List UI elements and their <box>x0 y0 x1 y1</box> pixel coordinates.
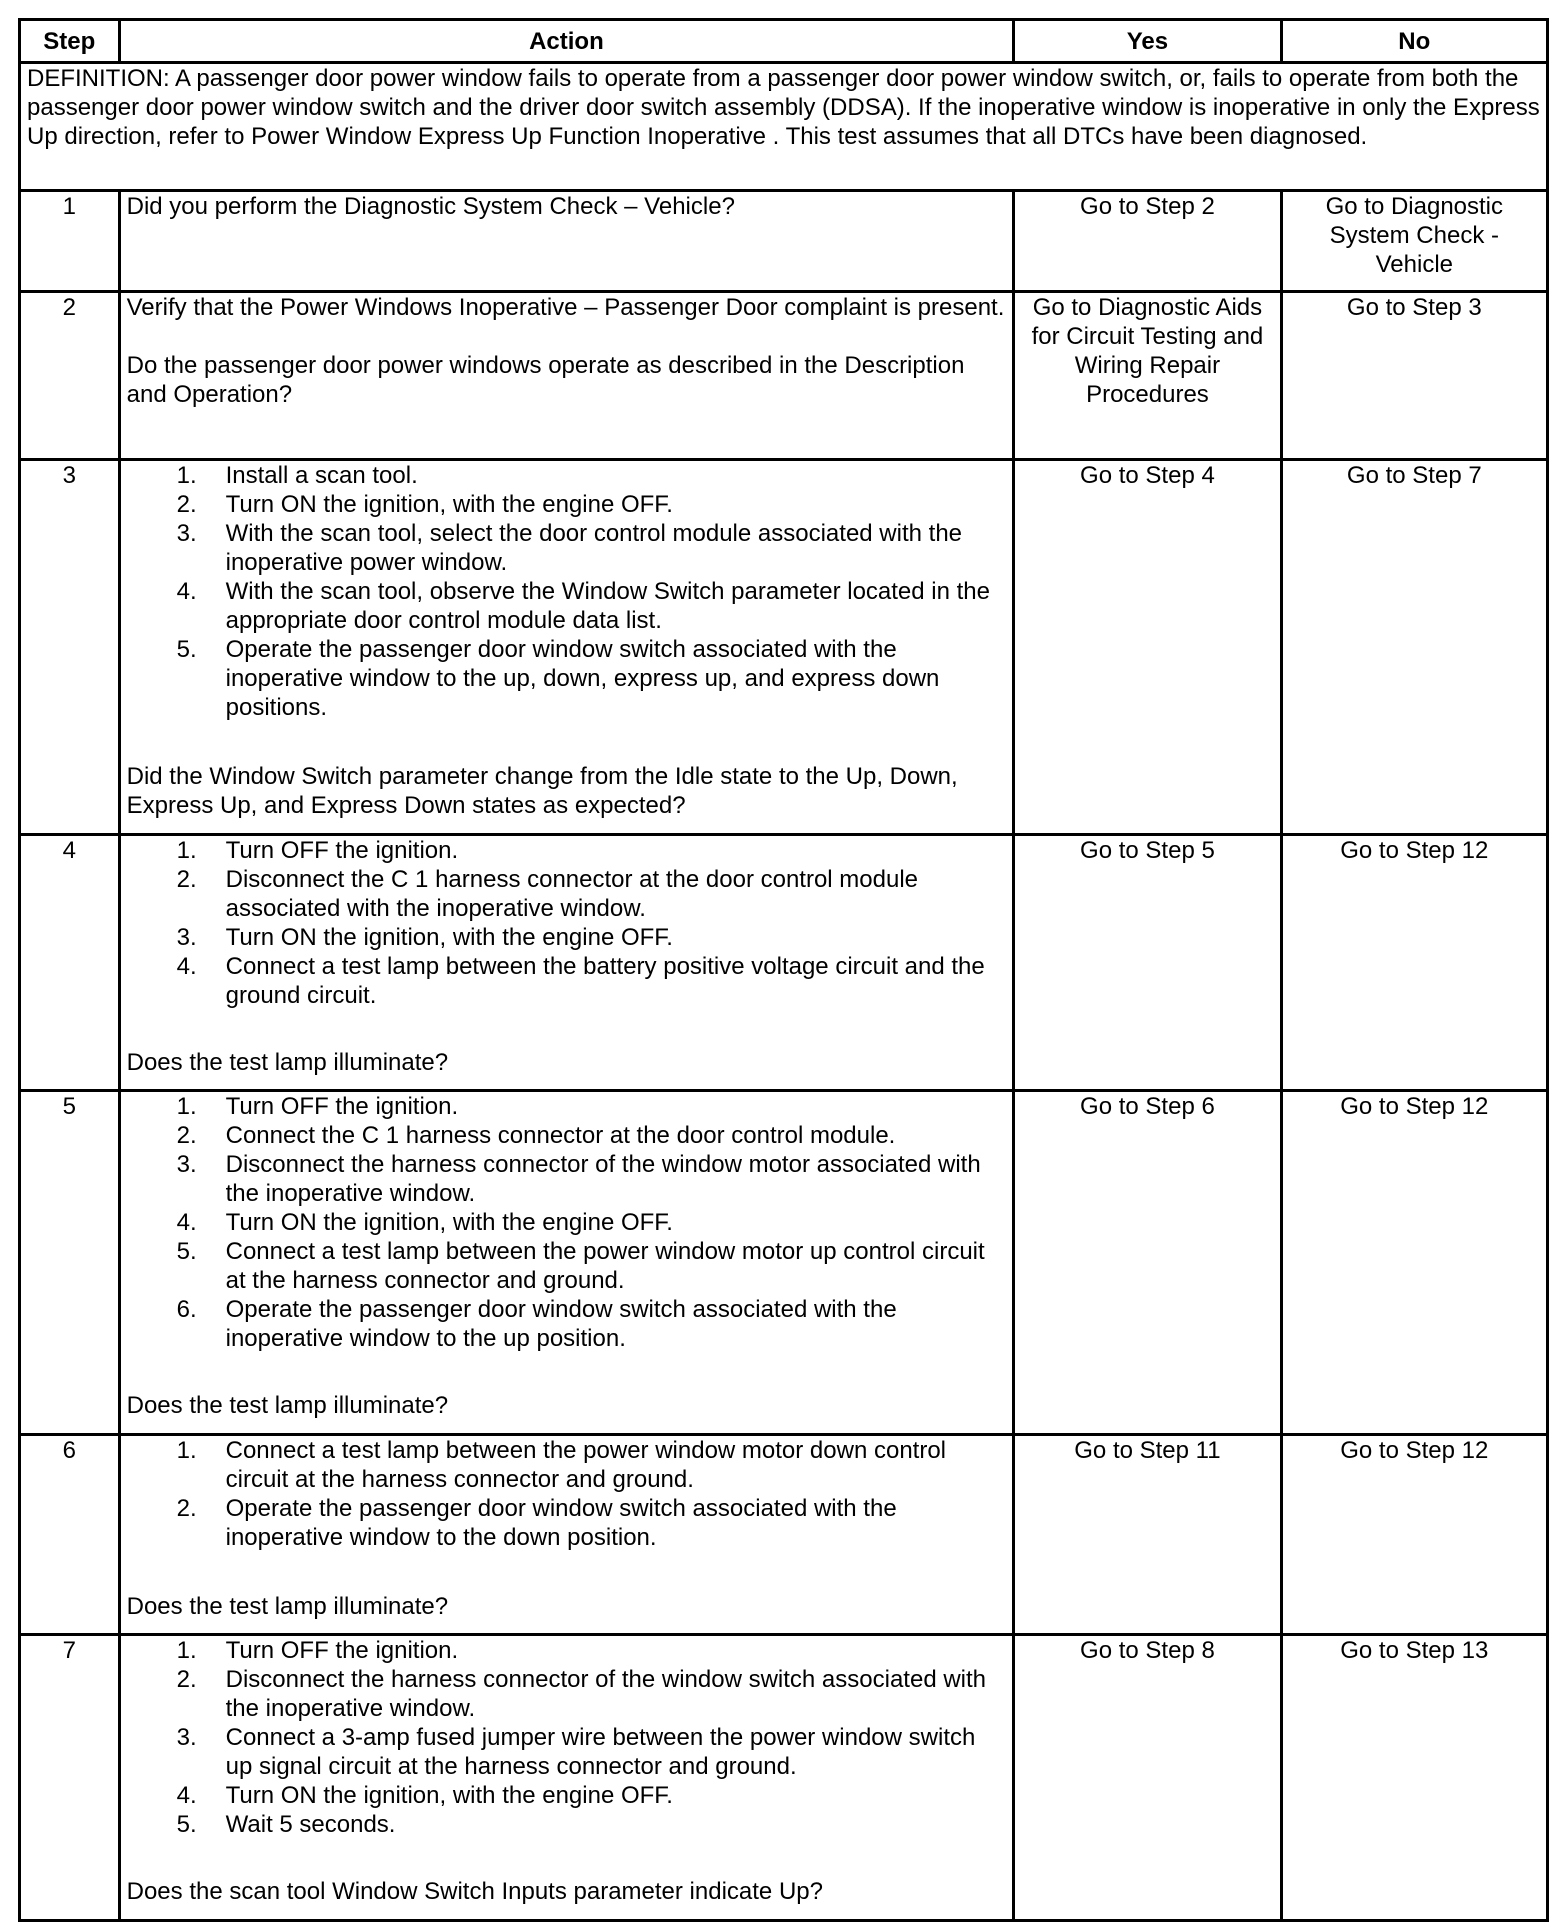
item-number: 2. <box>176 1665 197 1693</box>
item-number: 1. <box>176 1636 197 1664</box>
item-text: Turn ON the ignition, with the engine OFF. <box>225 1209 673 1237</box>
item-text: With the scan tool, select the door control module associated with the inoperative power window. <box>225 520 963 577</box>
item-number: 5. <box>176 1238 197 1266</box>
item-text: Disconnect the harness connector of the window switch associated with the inoperative window. <box>225 1665 987 1722</box>
list-item <box>127 1810 1007 1839</box>
definition-row <box>20 63 1548 191</box>
item-number: 1. <box>176 462 197 490</box>
item-text: Operate the passenger door window switch associated with the inoperative window to the up, down, express up, and express down positions. <box>225 636 940 722</box>
item-text: Turn ON the ignition, with the engine OFF. <box>225 1781 673 1809</box>
list-item <box>127 1781 1007 1810</box>
item-number: 3. <box>176 520 197 548</box>
item-number: 5. <box>176 1810 197 1838</box>
item-number: 6. <box>176 1296 197 1324</box>
list-item <box>127 1295 1007 1353</box>
action-cell <box>119 292 1014 460</box>
action-cell <box>119 1435 1014 1634</box>
item-text: Turn OFF the ignition. <box>225 836 459 864</box>
item-number: 3. <box>176 923 197 951</box>
action-question: Does the test lamp illuminate? <box>126 1392 449 1420</box>
item-number: 2. <box>176 1122 197 1150</box>
action-cell <box>119 191 1014 292</box>
no-cell: Go to Step 12 <box>1281 834 1547 1090</box>
item-text: Turn ON the ignition, with the engine OFF. <box>225 923 673 951</box>
list-item <box>127 1436 1007 1494</box>
action-question: Does the test lamp illuminate? <box>126 1048 449 1076</box>
step-number: 2 <box>20 292 120 460</box>
no-cell: Go to Step 7 <box>1281 460 1547 834</box>
definition-text: DEFINITION: A passenger door power window fails to operate from a passenger door power window switch, or, fails to operate from both the passenger door power window switch and the driver door switch assembly (DDSA). If the inoperative window is inoperative in only the Express Up direction, refer to Power Window Express Up Function Inoperative . This test assumes that all DTCs have been diagnosed. <box>20 63 1548 191</box>
table-row <box>20 1435 1548 1634</box>
action-steps <box>127 461 1007 722</box>
action-cell <box>119 1091 1014 1435</box>
list-item <box>127 1494 1007 1552</box>
item-number: 2. <box>176 1495 197 1523</box>
yes-cell: Go to Step 11 <box>1014 1435 1281 1634</box>
no-cell: Go to Step 3 <box>1281 292 1547 460</box>
table-row <box>20 292 1548 460</box>
item-number: 4. <box>176 1209 197 1237</box>
yes-cell: Go to Step 4 <box>1014 460 1281 834</box>
diagnostic-table <box>18 18 1549 1922</box>
action-question: Did you perform the Diagnostic System Check – Vehicle? <box>126 193 735 221</box>
yes-cell: Go to Step 8 <box>1014 1634 1281 1920</box>
action-question: Does the test lamp illuminate? <box>126 1593 449 1621</box>
step-number: 1 <box>20 191 120 292</box>
no-cell: Go to Step 12 <box>1281 1091 1547 1435</box>
action-cell <box>119 460 1014 834</box>
action-steps <box>127 1092 1007 1353</box>
item-text: Turn OFF the ignition. <box>225 1636 459 1664</box>
item-text: With the scan tool, observe the Window Switch parameter located in the appropriate door control module data list. <box>225 578 991 635</box>
item-number: 4. <box>176 578 197 606</box>
action-intro: Verify that the Power Windows Inoperative – Passenger Door complaint is present. <box>126 294 1005 322</box>
item-text: Connect a 3-amp fused jumper wire between the power window switch up signal circuit at the harness connector and ground. <box>225 1723 976 1780</box>
table-row <box>20 460 1548 834</box>
header-yes: Yes <box>1014 20 1281 63</box>
item-number: 1. <box>176 836 197 864</box>
list-item <box>127 635 1007 722</box>
list-item <box>127 577 1007 635</box>
action-question: Does the scan tool Window Switch Inputs parameter indicate Up? <box>126 1877 823 1905</box>
step-number: 4 <box>20 834 120 1090</box>
item-text: Turn OFF the ignition. <box>225 1093 459 1121</box>
item-text: Install a scan tool. <box>225 462 418 490</box>
list-item <box>127 952 1007 1010</box>
item-text: Connect a test lamp between the power window motor down control circuit at the harness connector and ground. <box>225 1437 947 1494</box>
item-text: Operate the passenger door window switch associated with the inoperative window to the up position. <box>225 1296 897 1353</box>
yes-cell: Go to Step 5 <box>1014 834 1281 1090</box>
list-item <box>127 1237 1007 1295</box>
yes-cell: Go to Step 6 <box>1014 1091 1281 1435</box>
item-number: 4. <box>176 952 197 980</box>
list-item <box>127 1208 1007 1237</box>
list-item <box>127 923 1007 952</box>
no-cell: Go to Diagnostic System Check - Vehicle <box>1281 191 1547 292</box>
header-action: Action <box>119 20 1014 63</box>
list-item <box>127 836 1007 865</box>
list-item <box>127 1150 1007 1208</box>
item-number: 1. <box>176 1093 197 1121</box>
table-row <box>20 191 1548 292</box>
list-item <box>127 461 1007 490</box>
item-text: Connect the C 1 harness connector at the door control module. <box>225 1122 896 1150</box>
action-steps <box>127 836 1007 1010</box>
action-cell <box>119 834 1014 1090</box>
header-step: Step <box>20 20 120 63</box>
step-number: 5 <box>20 1091 120 1435</box>
action-question: Did the Window Switch parameter change from the Idle state to the Up, Down, Express Up, and Express Down states as expected? <box>126 763 958 820</box>
list-item <box>127 519 1007 577</box>
item-text: Disconnect the C 1 harness connector at the door control module associated with the inoperative window. <box>225 865 919 922</box>
item-text: Disconnect the harness connector of the window motor associated with the inoperative window. <box>225 1151 981 1208</box>
action-cell <box>119 1634 1014 1920</box>
header-row <box>20 20 1548 63</box>
action-steps <box>127 1636 1007 1839</box>
action-steps <box>127 1436 1007 1552</box>
no-cell: Go to Step 13 <box>1281 1634 1547 1920</box>
list-item <box>127 865 1007 923</box>
table-row <box>20 1634 1548 1920</box>
list-item <box>127 1723 1007 1781</box>
no-cell: Go to Step 12 <box>1281 1435 1547 1634</box>
list-item <box>127 1092 1007 1121</box>
step-number: 7 <box>20 1634 120 1920</box>
yes-cell: Go to Step 2 <box>1014 191 1281 292</box>
item-text: Operate the passenger door window switch associated with the inoperative window to the down position. <box>225 1495 897 1552</box>
header-no: No <box>1281 20 1547 63</box>
action-question: Do the passenger door power windows operate as described in the Description and Operation? <box>126 352 965 409</box>
item-text: Wait 5 seconds. <box>225 1810 396 1838</box>
item-text: Connect a test lamp between the battery positive voltage circuit and the ground circuit. <box>225 952 985 1009</box>
list-item <box>127 1121 1007 1150</box>
item-text: Connect a test lamp between the power window motor up control circuit at the harness connector and ground. <box>225 1238 985 1295</box>
yes-cell: Go to Diagnostic Aids for Circuit Testing and Wiring Repair Procedures <box>1014 292 1281 460</box>
step-number: 6 <box>20 1435 120 1634</box>
list-item <box>127 1665 1007 1723</box>
table-row <box>20 1091 1548 1435</box>
item-number: 5. <box>176 636 197 664</box>
list-item <box>127 490 1007 519</box>
item-number: 3. <box>176 1723 197 1751</box>
list-item <box>127 1636 1007 1665</box>
step-number: 3 <box>20 460 120 834</box>
table-row <box>20 834 1548 1090</box>
item-number: 2. <box>176 491 197 519</box>
item-number: 3. <box>176 1151 197 1179</box>
item-number: 1. <box>176 1437 197 1465</box>
item-text: Turn ON the ignition, with the engine OFF. <box>225 491 673 519</box>
item-number: 2. <box>176 865 197 893</box>
item-number: 4. <box>176 1781 197 1809</box>
